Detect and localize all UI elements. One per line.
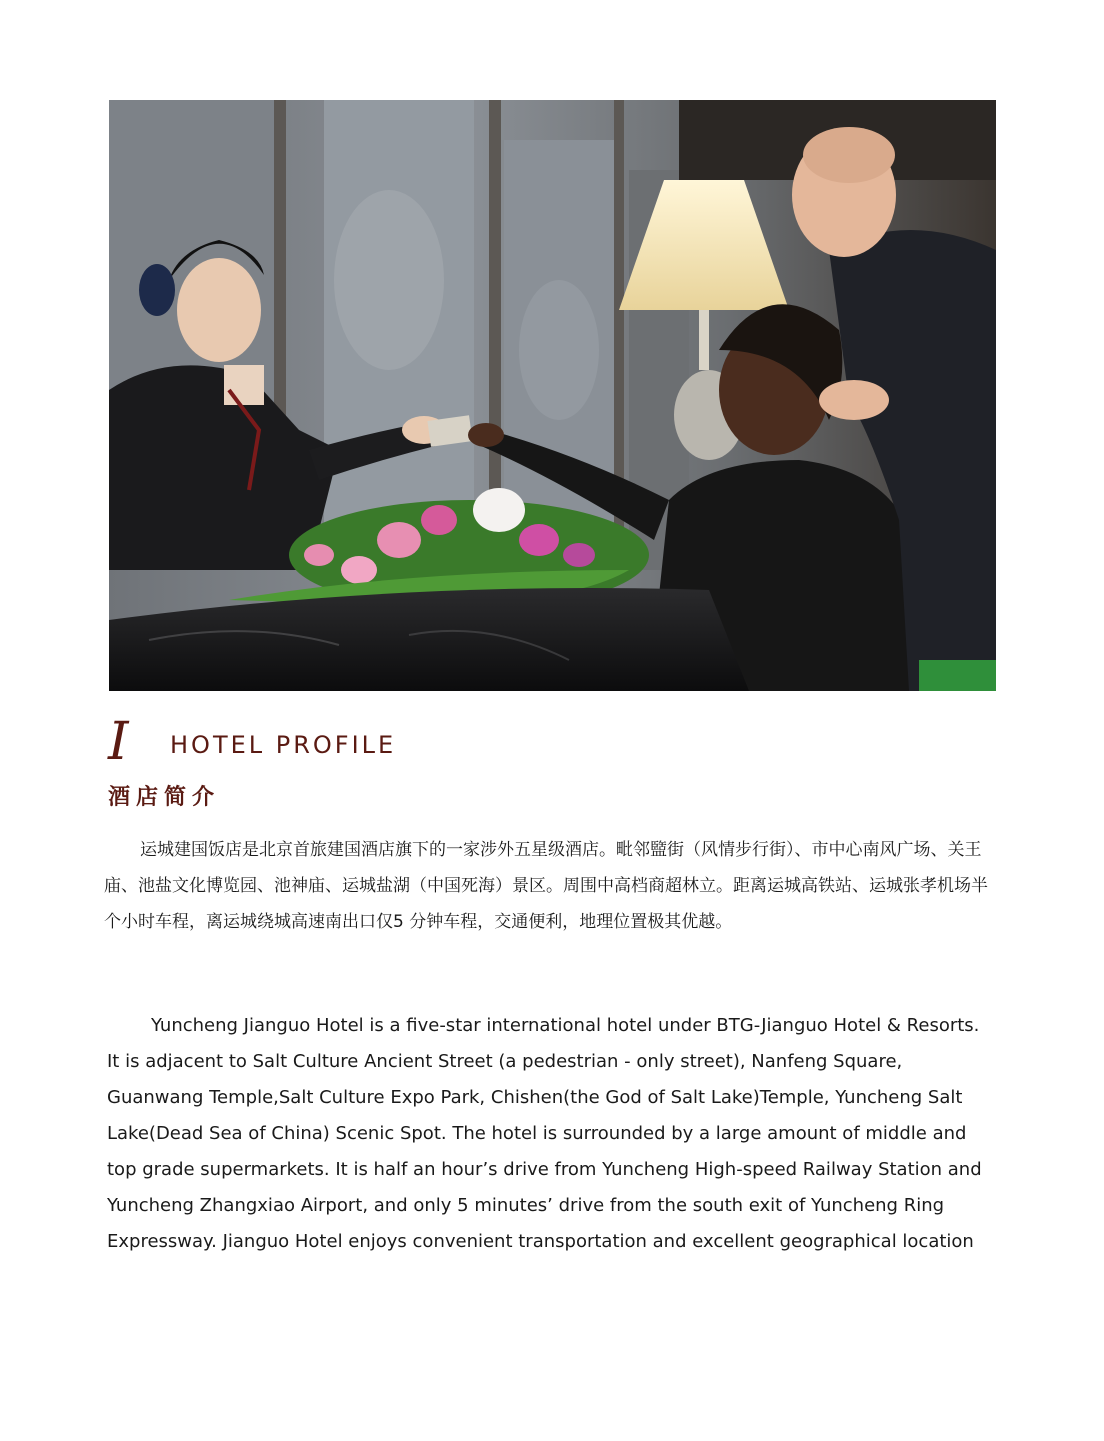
- section-heading: [108, 712, 708, 772]
- profile-paragraph-en: Yuncheng Jianguo Hotel is a five-star international hotel under BTG-Jianguo Hotel & Resorts. It is adjacent to Salt Culture Ancient Street (a pedestrian - only street), Nanfeng Square, Guanwang Temple,Salt Culture Expo Park, Chishen(the God of Salt Lake)Temple, Yuncheng Salt Lake(Dead Sea of China) Scenic Spot. The hotel is surrounded by a large amount of middle and top grade supermarkets. It is half an hour’s drive from Yuncheng High-speed Railway Station and Yuncheng Zhangxiao Airport, and only 5 minutes’ drive from the south exit of Yuncheng Ring Expressway. Jianguo Hotel enjoys convenient transportation and excellent geographical location: [107, 1015, 982, 1252]
- hotel-reception-photo: [109, 100, 996, 691]
- profile-paragraph-zh: 运城建国饭店是北京首旅建国酒店旗下的一家涉外五星级酒店。毗邻盬街（风情步行街）、市中心南风广场、关王庙、池盐文化博览园、池神庙、运城盐湖（中国死海）景区。周围中高档商超林立。距离运城高铁站、运城张孝机场半个小时车程，离运城绕城高速南出口仅5 分钟车程，交通便利，地理位置极其优越。: [104, 840, 988, 932]
- decorative-initial: I: [108, 712, 129, 772]
- section-title: HOTEL PROFILE: [170, 731, 397, 759]
- section-subtitle-zh: 酒店简介: [108, 785, 221, 810]
